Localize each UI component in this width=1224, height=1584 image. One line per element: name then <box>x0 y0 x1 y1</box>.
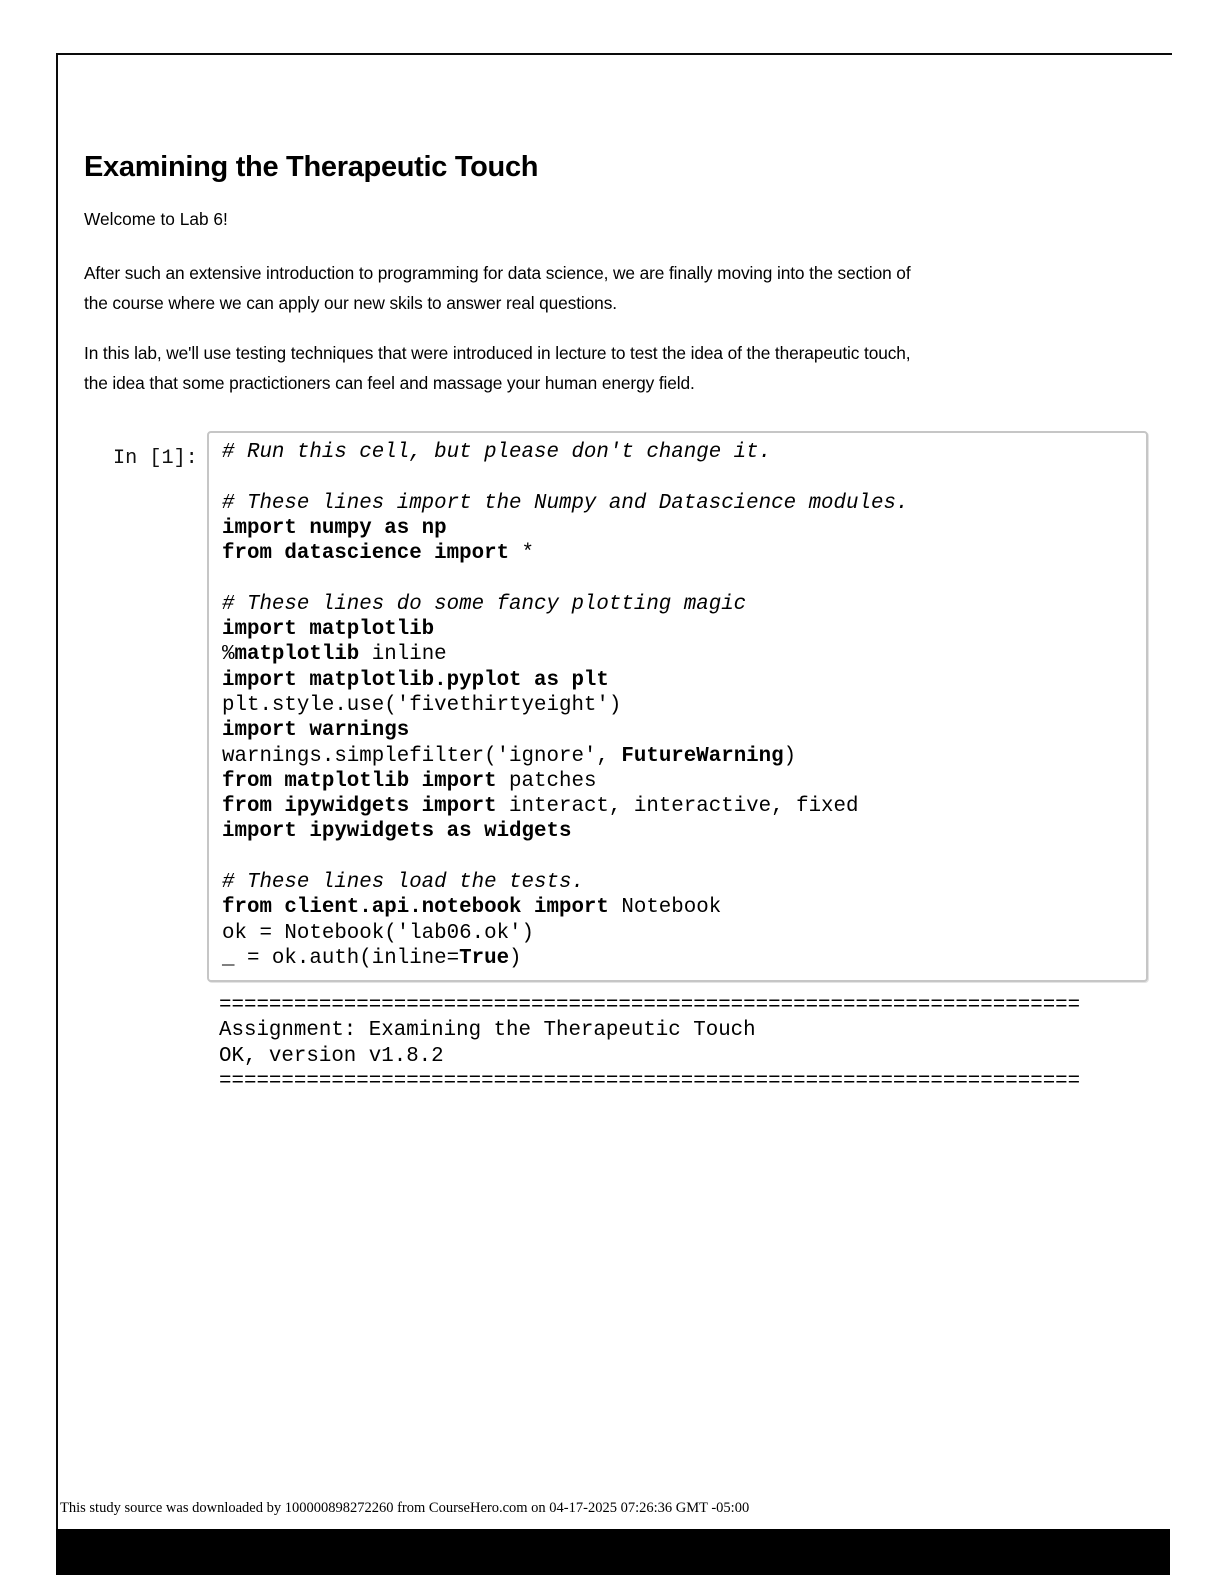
cell-output <box>219 993 1080 1094</box>
code-block <box>222 440 1142 971</box>
footer-attribution: This study source was downloaded by 100000898272260 from CourseHero.com on 04-17-2025 07:26:36 GMT -05:00 <box>60 1500 750 1516</box>
code-line: # These lines do some fancy plotting magic <box>222 592 747 616</box>
code-line: ok = Notebook('lab06.ok') <box>222 921 535 945</box>
code-cell <box>207 431 1148 982</box>
code-line: warnings.simplefilter('ignore', FutureWarning) <box>222 744 797 768</box>
code-line: from matplotlib import patches <box>222 769 597 793</box>
code-line <box>222 845 1142 870</box>
welcome-text: Welcome to Lab 6! <box>84 209 228 229</box>
paragraph-line: the course where we can apply our new skils to answer real questions. <box>84 293 617 313</box>
code-line: %matplotlib inline <box>222 643 447 667</box>
code-line <box>222 465 1142 490</box>
code-line: # These lines load the tests. <box>222 871 584 895</box>
cell-input-prompt: In [1]: <box>113 447 198 470</box>
code-line: from client.api.notebook import Notebook <box>222 896 722 920</box>
code-line: plt.style.use('fivethirtyeight') <box>222 693 622 717</box>
code-line: _ = ok.auth(inline=True) <box>222 946 522 970</box>
code-line: import ipywidgets as widgets <box>222 820 572 844</box>
intro-paragraph <box>84 258 911 318</box>
lab-description-paragraph <box>84 338 911 398</box>
code-line: import warnings <box>222 719 410 743</box>
code-line: # Run this cell, but please don't change it. <box>222 441 772 464</box>
code-line: from ipywidgets import interact, interactive, fixed <box>222 795 859 819</box>
paragraph-line: In this lab, we'll use testing techniques that were introduced in lecture to test the idea of the therapeutic touch, <box>84 343 911 363</box>
output-line: Assignment: Examining the Therapeutic Touch <box>219 1019 756 1043</box>
code-line: # These lines import the Numpy and Datascience modules. <box>222 491 909 515</box>
page-title: Examining the Therapeutic Touch <box>84 151 539 183</box>
code-line: import numpy as np <box>222 516 447 540</box>
paragraph-line: After such an extensive introduction to programming for data science, we are finally moving into the section of <box>84 263 911 283</box>
code-line: import matplotlib <box>222 618 435 642</box>
output-line: ===================================================================== <box>219 994 1081 1017</box>
paragraph-line: the idea that some practictioners can feel and massage your human energy field. <box>84 373 695 393</box>
output-line: ===================================================================== <box>219 1069 1081 1093</box>
output-line: OK, version v1.8.2 <box>219 1044 444 1068</box>
code-line: from datascience import * <box>222 542 535 566</box>
redaction-bar <box>56 1529 1170 1575</box>
code-line: import matplotlib.pyplot as plt <box>222 668 609 692</box>
code-line <box>222 566 1142 591</box>
